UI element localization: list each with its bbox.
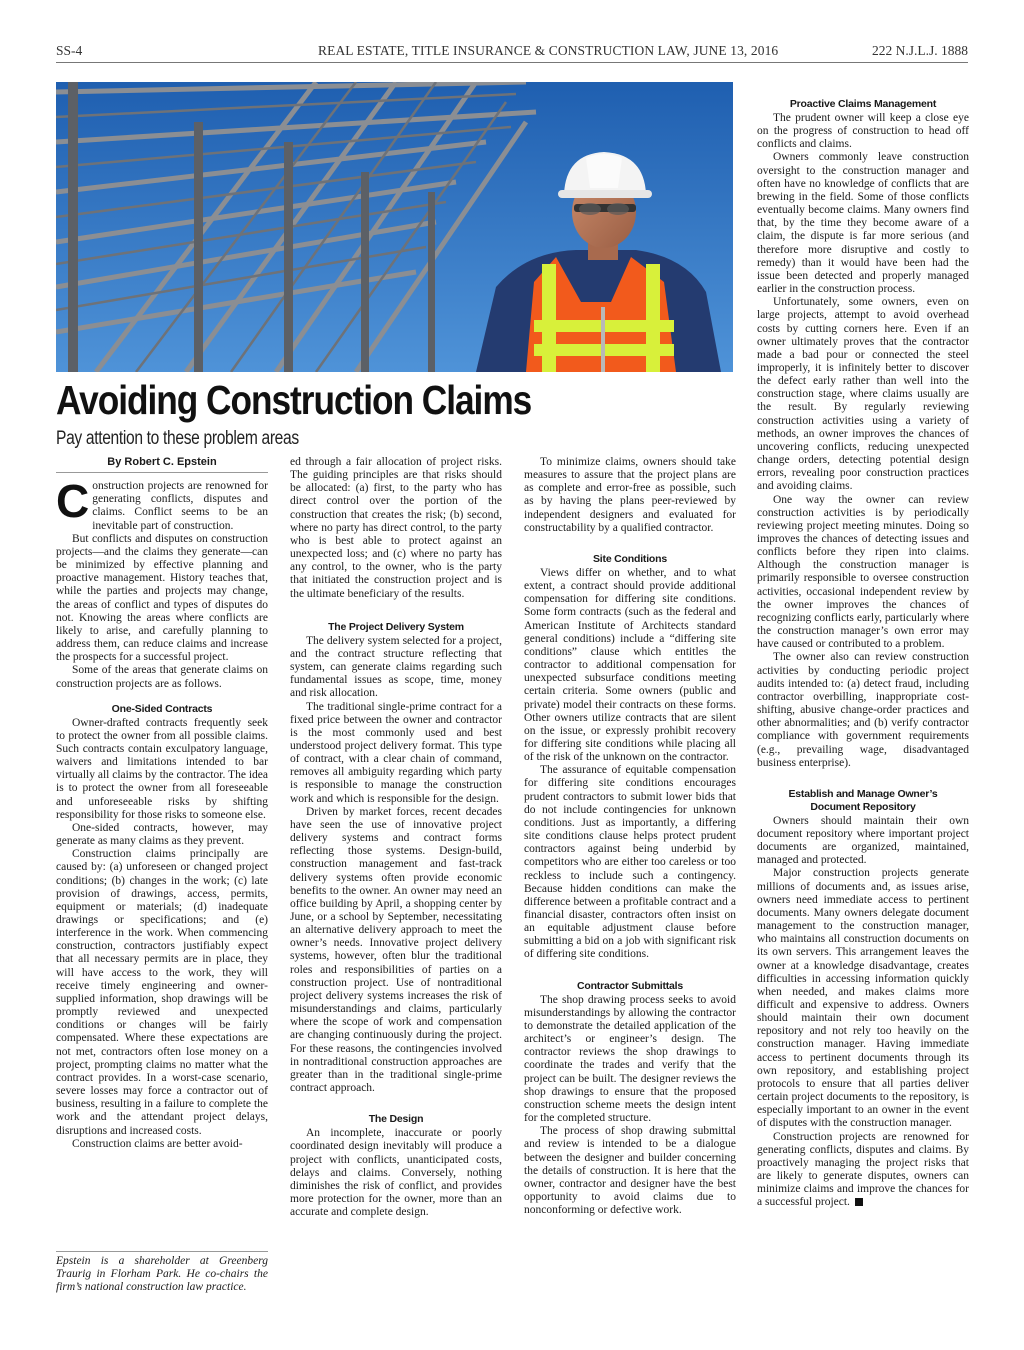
paragraph: The process of shop drawing submittal and review is intended to be a dialogue between the designer and builder concerning the details of construction. It is here that the owner, contractor and designer have the best opportunity to avoid claims due to nonconforming or defective work. [524,1125,736,1217]
section-heading: The Project Delivery System [328,620,464,633]
intro-text: onstruction projects are renowned for generating conflicts, disputes and claims. Conflict seems to be an inevitable part of construction. [92,480,268,532]
end-mark-icon [855,1198,863,1206]
column-3 [524,456,736,1217]
paragraph: Driven by market forces, recent decades have seen the use of innovative project delivery systems and contract forms reflecting those systems. Design-build, construction management and fast-track delivery systems often provide economic benefits to the owner. An owner may need an office building by April, a shopping center by June, or a school by September, necessitating an alternative delivery approach to meet the owner’s needs. Innovative project delivery systems, however, often blur the traditional roles and responsibilities of parties on a construction project. Use of nontraditional project delivery systems increases the risk of misunderstandings and claims, particularly where the scope of work and compensation are changing continuously during the project. For these reasons, the contingencies involved in nontraditional construction approaches are greater than in the traditional single-prime contract approach. [290,805,502,1095]
section-heading: One-Sided Contracts [111,702,213,715]
paragraph: To minimize claims, owners should take measures to assure that the project plans are as complete and error-free as possible, such as by having the plans peer-reviewed by independent designers and evaluated for constructability by a qualified contractor. [524,456,736,534]
closing-text: Construction projects are renowned for generating conflicts, disputes and claims. By proactively managing the project risks that are likely to generate disputes, owners can minimize claims and improve the chances for a successful project. [757,1130,969,1209]
paragraph: Major construction projects generate millions of documents and, as issues arise, owners need immediate access to pertinent documents. Many owners delegate document management to the construction manager, who maintains all construction documents on its own servers. This arrangement leaves the owner at a knowledge disadvantage, creates difficulties in accessing information quickly when needed, and makes claims more difficult and expensive to address. Owners should maintain their own document repository and not rely too heavily on the construction manager. Having immediate access to pertinent documents through its own repository, and establishing project protocols to ensure that all parties deliver certain project documents to the repository, is especially important to an owner in the event of disputes with the construction manager. [757,867,969,1130]
section-heading: Site Conditions [593,552,667,565]
paragraph: Owners commonly leave construction oversight to the construction manager and often have no knowledge of conflicts that are brewing in the field. Some of those conflicts eventually become claims. Many owners find that, by the time they become aware of a claim, the dispute is far more serious (and therefore more disruptive and costly to remedy) than it would have been had the issue been detected and properly managed earlier in the construction process. [757,151,969,296]
intro-paragraph [56,475,268,533]
paragraph: The shop drawing process seeks to avoid misunderstandings by allowing the contractor to demonstrate the detailed application of the architect’s or engineer’s design. The contractor reviews the shop drawings to coordinate the trades and verify that the project can be built. The designer reviews the shop drawings to ensure that the proposed construction scheme meets the design intent for the completed structure. [524,993,736,1125]
paragraph: But conflicts and disputes on construction projects—and the claims they generate—can be minimized by effective planning and proactive management. History teaches that, while the parties and projects may change, the areas of conflict and types of disputes do not. Knowing the areas where conflicts are likely to arise, and carefully planning to address them, can reduce claims and increase the prospects for a successful project. [56,532,268,664]
paragraph: The owner also can review construction activities by conducting periodic project audits intended to: (a) detect fraud, including contractor overbilling, inappropriate cost-shifting, abusive change-order practices and other abnormalities; and (b) verify contractor compliance with government requirements (e.g., prevailing wage, disadvantaged business enterprise). [757,651,969,769]
paragraph: The assurance of equitable compensation for differing site conditions encourages prudent contractors to submit lower bids that do not include contingencies for unknown conditions. Just as importantly, a differing site conditions clause helps protect prudent contractors against being underbid by competitors who are either too careless or too reckless to include such a contingency. Because hidden conditions can make the difference between a profitable contract and a financial disaster, contractors often insist on an equitable adjustment clause before submitting a bid on a job with significant risk of differing site conditions. [524,764,736,961]
publication-line: REAL ESTATE, TITLE INSURANCE & CONSTRUCTION LAW, JUNE 13, 2016 [318,43,779,58]
column-1 [56,456,268,1151]
article-title: Avoiding Construction Claims [56,377,532,423]
page-number: SS-4 [56,43,83,58]
paragraph: Owners should maintain their own document repository where important project documents are organized, maintained, managed and protected. [757,814,969,867]
paragraph: One way the owner can review construction activities is by periodically reviewing project meeting minutes. Doing so improves the chances of detecting issues and conflicts before they ripen into claims. Although the construction manager is primarily responsible to oversee construction activities, occasional independent review by the owner improves the chances of recognizing conflicts early, particularly where the construction manager’s own error may have caused or contributed to a problem. [757,493,969,651]
paragraph: The traditional single-prime contract for a fixed price between the owner and contractor is the most commonly used and best understood project delivery format. This type of contract, with a clear chain of command, removes all ambiguity regarding which party is responsible to manage the construction work and which is responsible for the design. [290,700,502,805]
paragraph: Construction claims principally are caused by: (a) unforeseen or changed project conditions; (b) changes in the work; (c) late provision of drawings, access, permits, equipment or materials; (d) inadequate drawings or specifications; and (e) interference in the work. When commencing construction, contractors justifiably expect that all necessary permits are in place, they will have access to the work, they will receive timely engineering and owner-supplied information, shop drawings will be promptly reviewed and unexpected conditions or changes will be fairly compensated. Where these expectations are not met, contractors often lose money on a project, prompting claims no matter what the contract provides. In a worst-case scenario, severe losses may force a contractor out of business, resulting in a failure to complete the work and the attendant project delays, disruptions and increased costs. [56,848,268,1137]
paragraph: Construction claims are better avoid- [72,1137,243,1150]
closing-paragraph [757,1131,969,1210]
paragraph: ed through a fair allocation of project risks. The guiding principles are that risks should be allocated: (a) first, to the party who has direct control over the portion of the construction that creates the risk; (b) second, where no party has direct control, to the party who is best able to protect against an unexpected loss; and (c) where no party has any control, to the owner, who is the party that initiated the construction project and is the ultimate beneficiary of the results. [290,456,502,600]
section-heading: Proactive Claims Management [789,98,937,110]
paragraph: One-sided contracts, however, may generate as many claims as they prevent. [56,821,268,848]
drop-cap: C [56,475,90,528]
column-4 [757,98,969,1210]
construction-worker-photo [56,82,733,372]
volume-reference: 222 N.J.L.J. 1888 [871,43,968,58]
article-subtitle: Pay attention to these problem areas [56,428,299,449]
paragraph: The delivery system selected for a project, and the contract structure reflecting that system, can generate claims regarding such fundamental issues as scope, time, money and risk allocation. [290,634,502,700]
paragraph: Owner-drafted contracts frequently seek to protect the owner from all possible claims. Such contracts contain exculpatory language, waivers and limitations intended to bar virtually all claims by the contractor. The idea is to protect the owner from all foreseeable and unforeseeable risks by shifting responsibility for those risks to someone else. [56,716,268,821]
paragraph: Some of the areas that generate claims on construction projects are as follows. [56,664,268,690]
paragraph: The prudent owner will keep a close eye on the progress of construction to head off conflicts and claims. [757,112,969,151]
section-heading: Establish and Manage Owner’s Document Repository [788,787,938,813]
paragraph: An incomplete, inaccurate or poorly coordinated design inevitably will produce a project with conflicts, unanticipated costs, delays and claims. Conversely, nothing diminishes the risk of conflict, and provides more protection for the owner, more than an accurate and complete design. [290,1127,502,1219]
author-bio: Epstein is a shareholder at Greenberg Traurig in Florham Park. He co-chairs the firm’s national construction law practice. [56,1251,268,1295]
paragraph: Unfortunately, some owners, even on large projects, attempt to avoid overhead costs by cutting corners here. Even if an owner ultimately proves that the contractor made a bad pour or connected the steel improperly, it is infinitely better to discover the defect early rather than well into the construction stage, where claims usually are the result. By regularly reviewing construction activities using a variety of methods, an owner improves the chances of uncovering conflicts, reducing unexpected change orders, detecting potential design errors, revealing poor construction practices and avoiding claims. [757,296,969,493]
header-rule [56,62,968,63]
page-header [56,43,968,63]
paragraph: Views differ on whether, and to what extent, a contract should provide additional compensation for differing site conditions. Some form contracts (such as the federal and American Institute of Architects standard general conditions) include a “differing site conditions” clause which entitles the contractor to additional compensation for unexpected subsurface conditions meeting certain criteria. Some owners (public and private) model their contracts on these forms. Other owners utilize contracts that are silent on the issue, or expressly prohibit recovery for differing site conditions while placing all of the risk of the unknown on the contractor. [524,566,736,764]
section-heading: The Design [368,1113,424,1126]
byline: By Robert C. Epstein [56,456,268,473]
section-heading: Contractor Submittals [576,979,684,992]
column-2 [290,456,502,1219]
